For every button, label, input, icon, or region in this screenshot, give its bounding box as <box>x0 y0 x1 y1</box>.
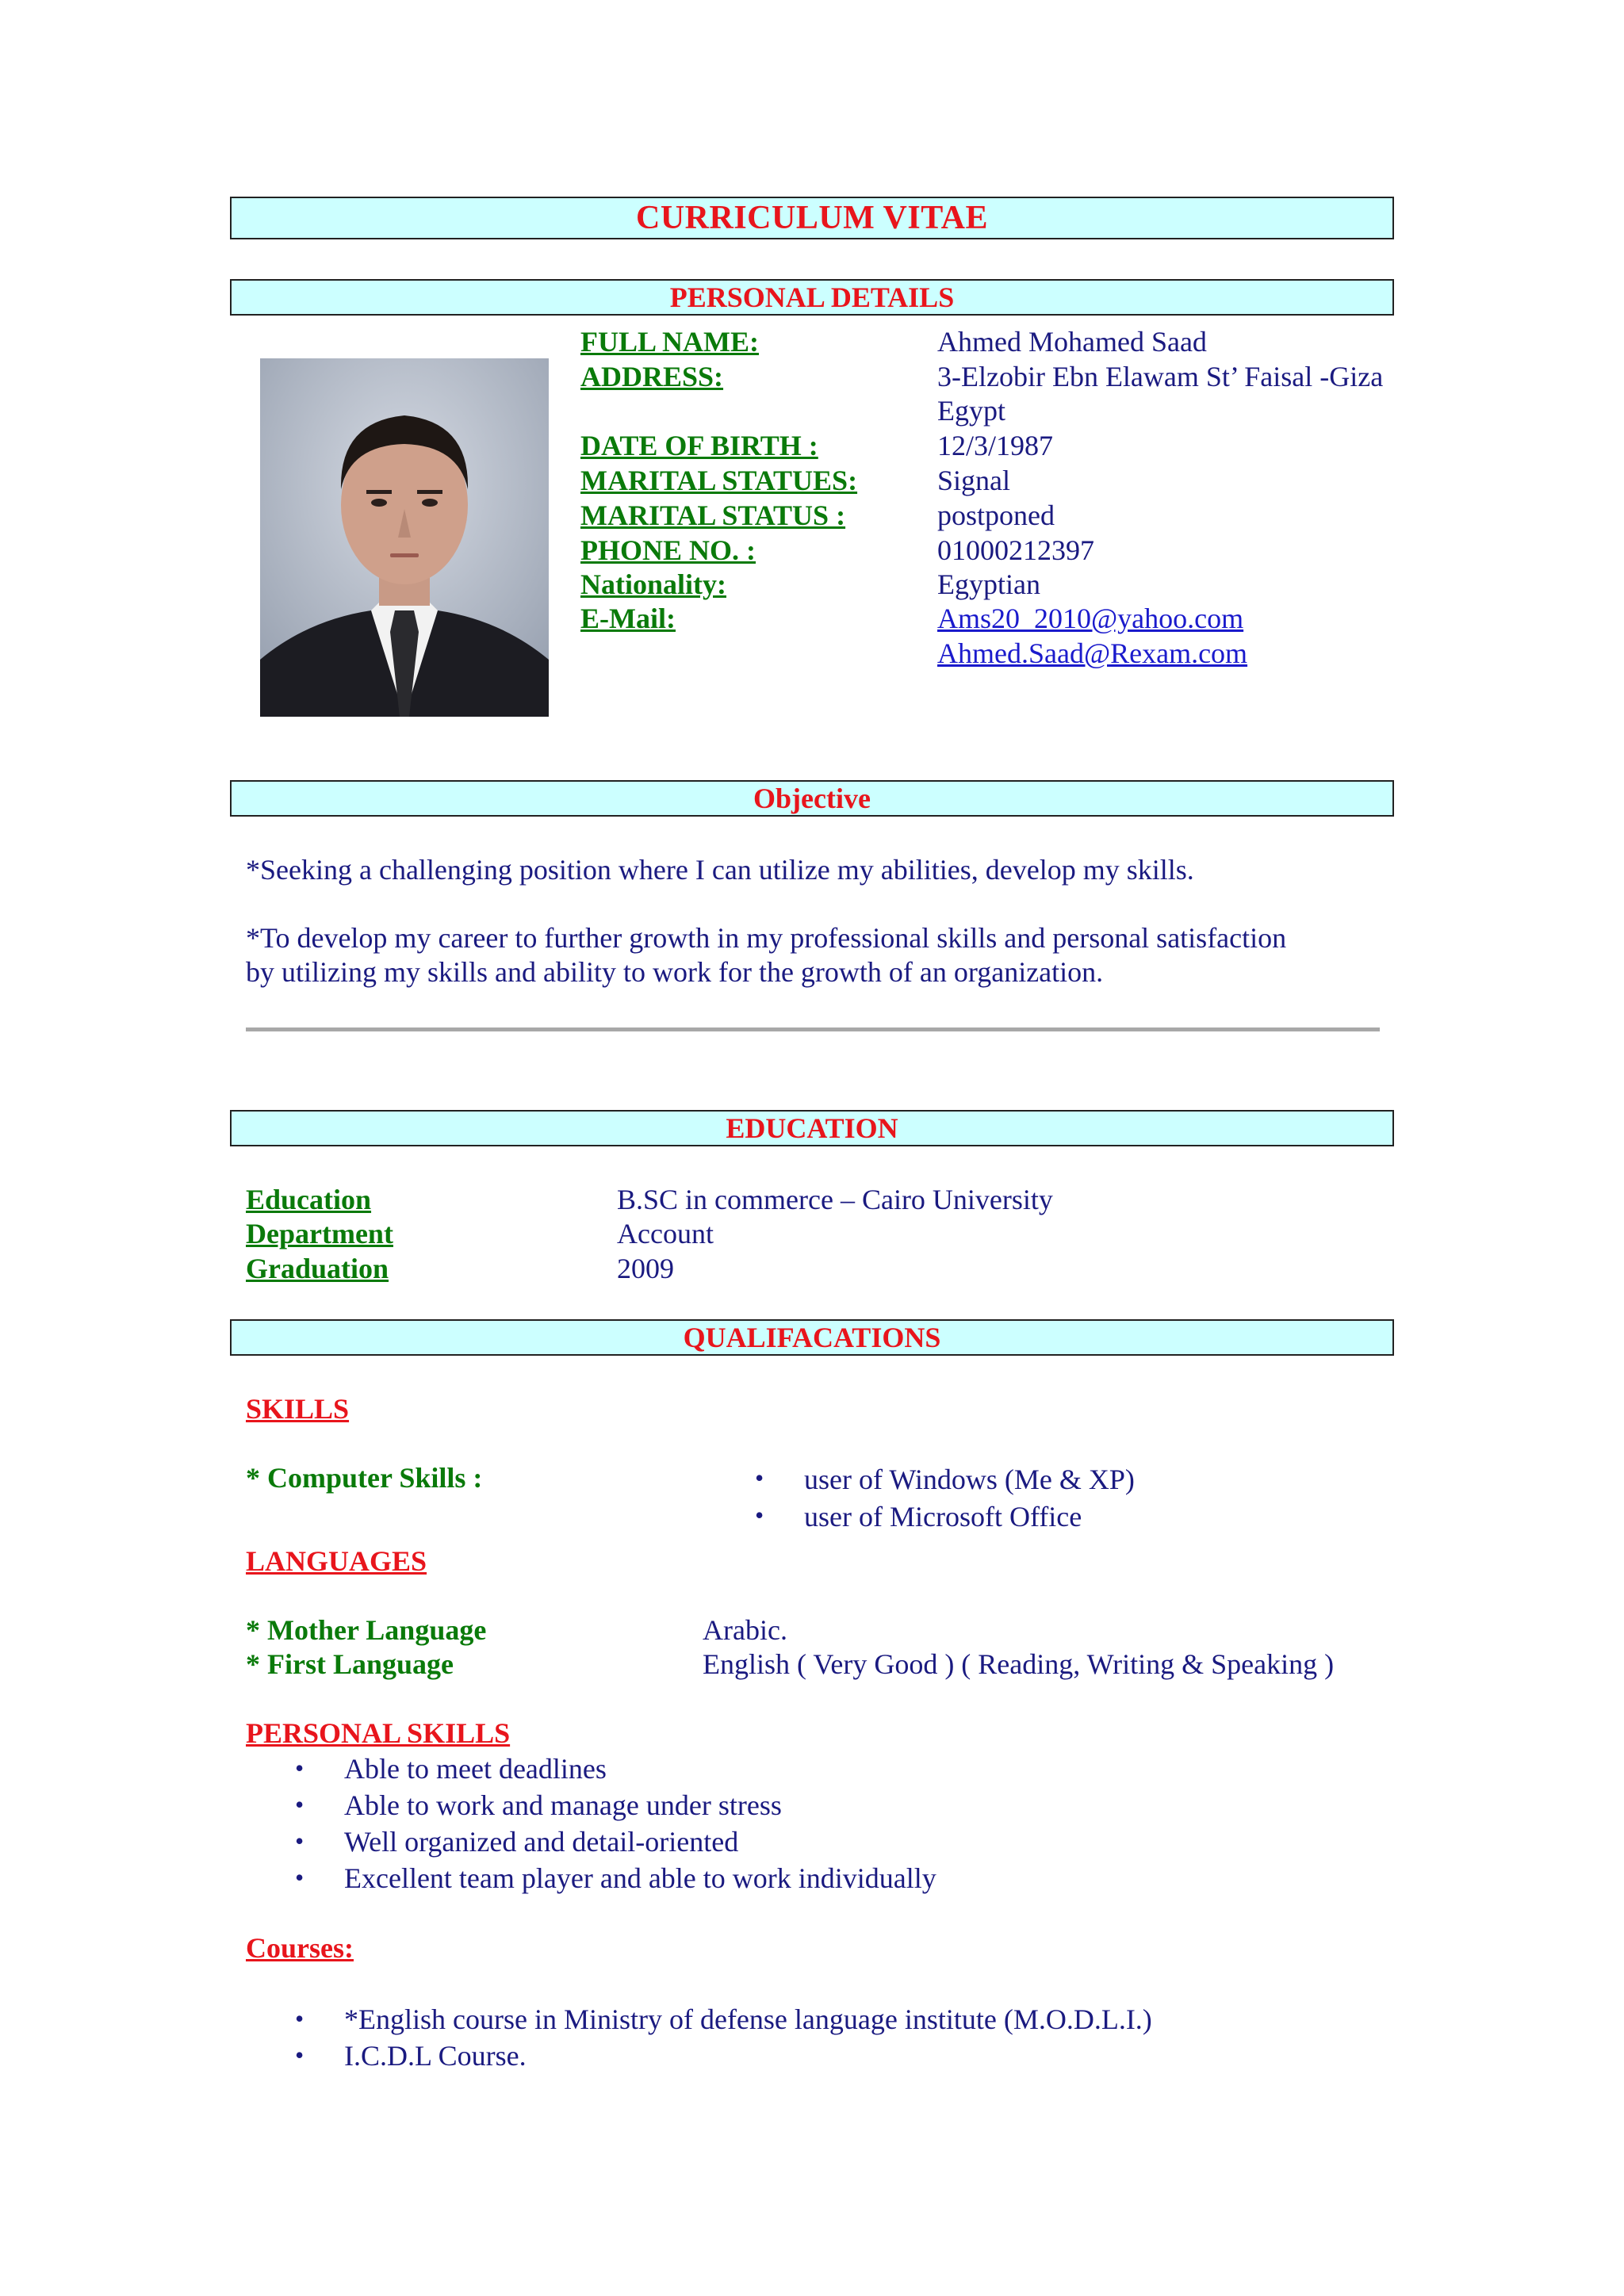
personal-skill-item-4: Excellent team player and able to work individually <box>344 1862 936 1894</box>
label-phone: PHONE NO. : <box>580 534 756 566</box>
value-address-line1: 3-Elzobir Ebn Elawam St’ Faisal -Giza <box>937 361 1384 392</box>
section-education: EDUCATION <box>230 1110 1394 1146</box>
value-phone: 01000212397 <box>937 534 1094 566</box>
cv-title: CURRICULUM VITAE <box>230 197 1394 239</box>
section-personal-details: PERSONAL DETAILS <box>230 279 1394 316</box>
personal-skill-bullet-2: • <box>295 1790 304 1819</box>
profile-photo <box>260 358 549 717</box>
course-bullet-2: • <box>295 2041 304 2069</box>
computer-skill-item-2: user of Microsoft Office <box>804 1501 1082 1533</box>
computer-skill-item-1: user of Windows (Me & XP) <box>804 1464 1135 1495</box>
personal-skill-item-3: Well organized and detail-oriented <box>344 1826 739 1858</box>
course-item-2: I.C.D.L Course. <box>344 2040 527 2072</box>
label-address: ADDRESS: <box>580 361 724 392</box>
value-address-line2: Egypt <box>937 395 1005 427</box>
skills-heading: SKILLS <box>246 1393 350 1425</box>
computer-skills-label: * Computer Skills : <box>246 1462 483 1494</box>
objective-line-1: *Seeking a challenging position where I can utilize my abilities, develop my skills. <box>246 854 1194 886</box>
personal-skill-bullet-3: • <box>295 1827 304 1855</box>
personal-skill-item-2: Able to work and manage under stress <box>344 1789 782 1821</box>
value-marital-statues: Signal <box>937 465 1011 496</box>
objective-line-2: *To develop my career to further growth in my professional skills and personal satisfaction <box>246 922 1287 954</box>
personal-skills-heading: PERSONAL SKILLS <box>246 1717 511 1749</box>
value-full-name: Ahmed Mohamed Saad <box>937 326 1207 358</box>
label-email: E-Mail: <box>580 603 676 634</box>
email-link-rexam[interactable]: Ahmed.Saad@Rexam.com <box>937 637 1248 669</box>
personal-skill-bullet-4: • <box>295 1863 304 1892</box>
label-full-name: FULL NAME: <box>580 326 759 358</box>
courses-heading: Courses: <box>246 1932 354 1964</box>
value-education: B.SC in commerce – Cairo University <box>617 1184 1053 1215</box>
label-department: Department <box>246 1218 393 1249</box>
value-department: Account <box>617 1218 714 1249</box>
email-link-yahoo[interactable]: Ams20_2010@yahoo.com <box>937 603 1244 634</box>
personal-skill-bullet-1: • <box>295 1754 304 1782</box>
section-objective: Objective <box>230 780 1394 817</box>
personal-skill-item-1: Able to meet deadlines <box>344 1753 607 1785</box>
label-graduation: Graduation <box>246 1253 389 1284</box>
computer-skill-bullet-2: • <box>755 1501 764 1529</box>
value-nationality: Egyptian <box>937 568 1040 600</box>
portrait-image <box>260 358 549 717</box>
section-qualifications: QUALIFACATIONS <box>230 1319 1394 1356</box>
value-graduation: 2009 <box>617 1253 674 1284</box>
value-date-of-birth: 12/3/1987 <box>937 430 1054 461</box>
mother-language-label: * Mother Language <box>246 1614 487 1646</box>
horizontal-rule <box>246 1027 1380 1031</box>
computer-skill-bullet-1: • <box>755 1464 764 1492</box>
languages-heading: LANGUAGES <box>246 1545 427 1577</box>
course-item-1: *English course in Ministry of defense language institute (M.O.D.L.I.) <box>344 2003 1152 2035</box>
label-marital-statues: MARITAL STATUES: <box>580 465 858 496</box>
mother-language-value: Arabic. <box>703 1614 787 1646</box>
label-date-of-birth: DATE OF BIRTH : <box>580 430 818 461</box>
objective-line-3: by utilizing my skills and ability to work for the growth of an organization. <box>246 956 1104 988</box>
value-marital-status: postponed <box>937 499 1055 531</box>
label-nationality: Nationality: <box>580 568 726 600</box>
course-bullet-1: • <box>295 2004 304 2033</box>
first-language-value: English ( Very Good ) ( Reading, Writing & Speaking ) <box>703 1648 1335 1680</box>
first-language-label: * First Language <box>246 1648 454 1680</box>
label-education: Education <box>246 1184 372 1215</box>
label-marital-status: MARITAL STATUS : <box>580 499 846 531</box>
